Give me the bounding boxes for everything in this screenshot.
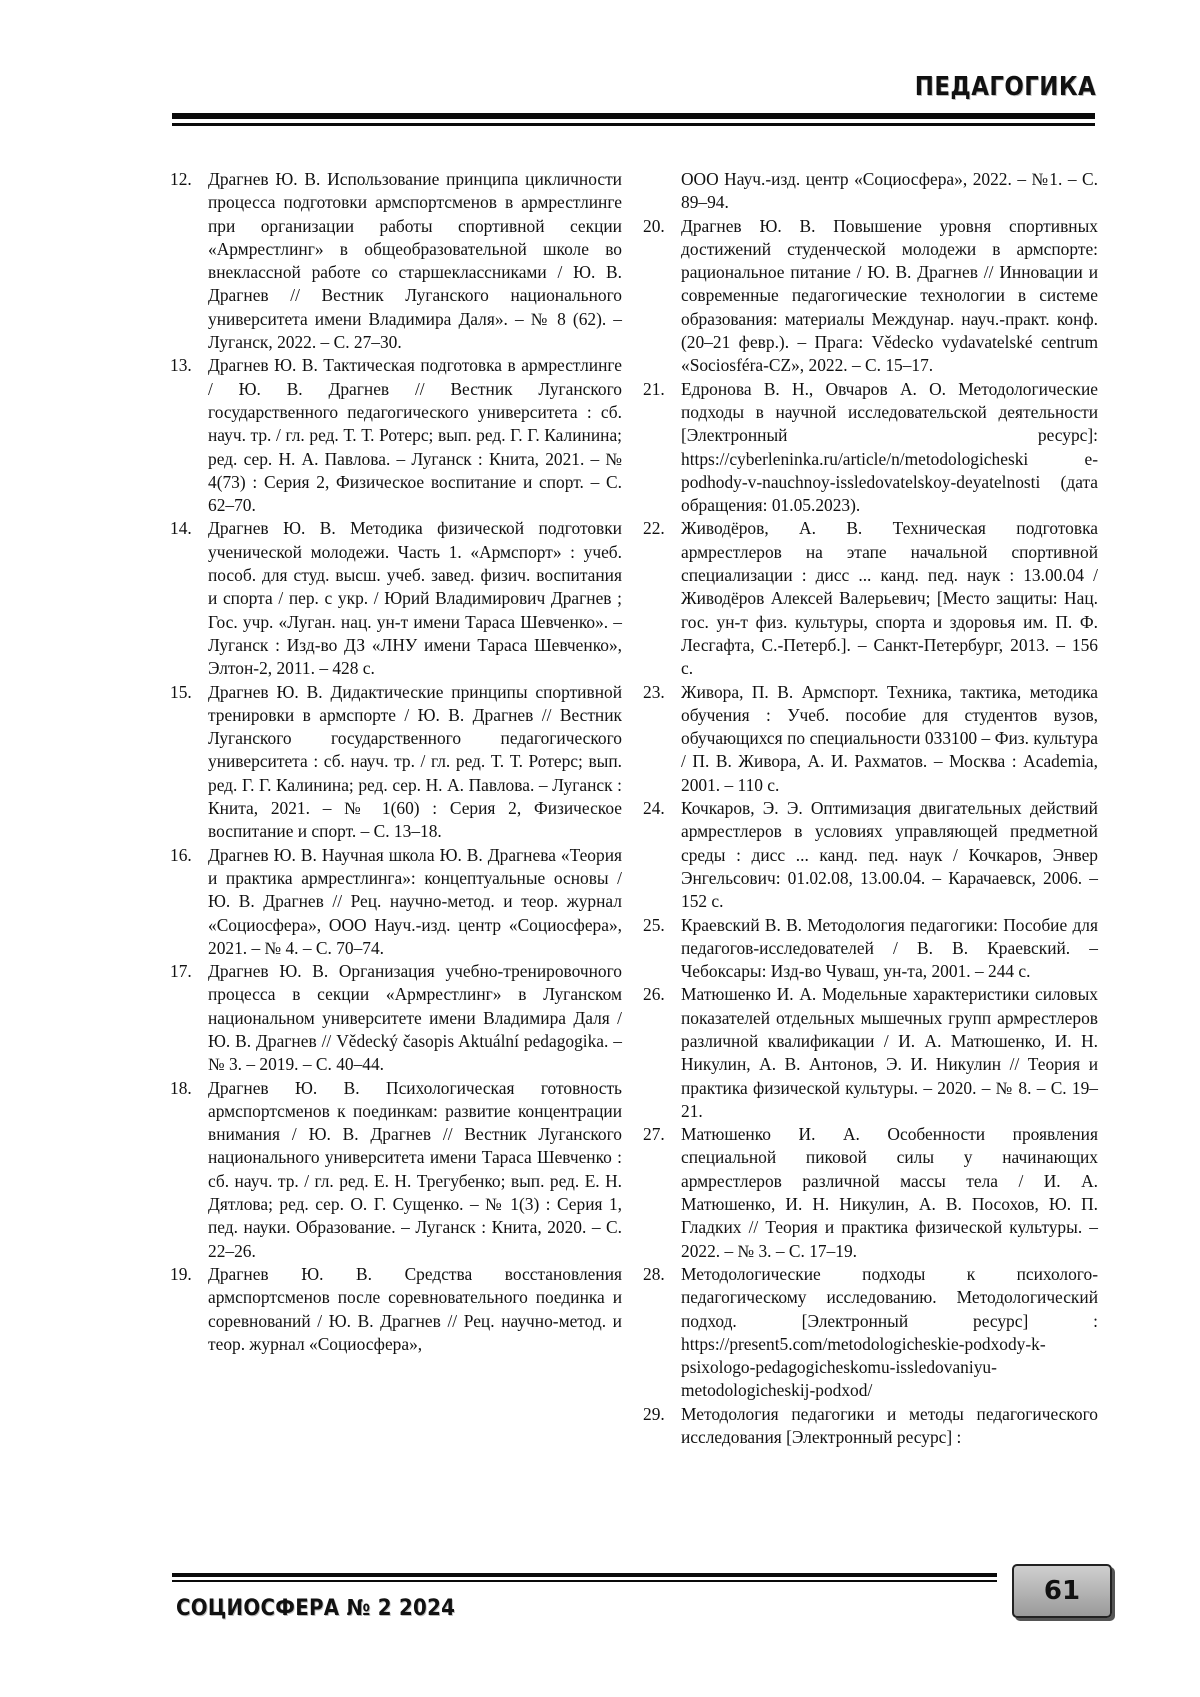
- reference-text: Драгнев Ю. В. Дидактические принципы спортивной тренировки в армспорте / Ю. В. Драгнев // Вестник Луганского государственного педагогического университета : сб. науч. тр. / гл. ред. Т. Т. Ротерс; вып. ред. Г. Г. Калинина; ред. сер. Н. А. Павлова. – Луганск : Книта, 2021. – № 1(60) : Серия 2, Физическое воспитание и спорт. – С. 13–18.: [208, 681, 622, 842]
- reference-entry: [643, 1403, 1098, 1450]
- page-number-badge: [1012, 1564, 1112, 1618]
- reference-text: Кочкаров, Э. Э. Оптимизация двигательных действий армрестлеров в условиях управляющей предметной среды : дисс ... канд. пед. наук / Кочкаров, Энвер Энгельсович: 01.02.08, 13.00.04. – Карачаевск, 2006. – 152 с.: [681, 798, 1098, 912]
- reference-text: ООО Науч.-изд. центр «Социосфера», 2022. – №1. – С. 89–94.: [681, 169, 1098, 213]
- reference-text: Едронова В. Н., Овчаров А. О. Методологические подходы в научной исследовательской деятельности [Электронный ресурс]: https://cyberleninka.ru/article/n/metodologicheski e-podhody-v-nauchnoy-issledovatelskoy-deyatelnosti (дата обращения: 01.05.2023).: [681, 378, 1098, 516]
- header-rule-thin: [172, 123, 1095, 126]
- reference-text: Драгнев Ю. В. Повышение уровня спортивных достижений студенческой молодежи в армспорте: рациональное питание / Ю. В. Драгнев // Инновации и современные педагогические технологии в системе образования: материалы Междунар. науч.-практ. конф. (20–21 февр.). – Прага: Vědecko vydavatelské centrum «Sociosféra-CZ», 2022. – С. 15–17.: [681, 215, 1098, 376]
- reference-text: Матюшенко И. А. Модельные характеристики силовых показателей отдельных мышечных групп армрестлеров различной квалификации / И. А. Матюшенко, И. Н. Никулин, А. В. Антонов, Э. И. Никулин // Теория и практика физической культуры. – 2020. – № 8. – С. 19–21.: [681, 984, 1098, 1121]
- reference-number: 25.: [643, 914, 665, 935]
- reference-number: 18.: [170, 1077, 192, 1098]
- footer-rule-thick: [172, 1573, 997, 1577]
- reference-number: 28.: [643, 1263, 665, 1284]
- reference-entry: [170, 354, 622, 517]
- reference-text: Живора, П. В. Армспорт. Техника, тактика, методика обучения : Учеб. пособие для студентов вузов, обучающихся по специальности 033100 – Физ. культура / П. В. Живора, А. И. Рахматов. – Москва : Academia, 2001. – 110 с.: [681, 681, 1098, 795]
- reference-number: 20.: [643, 215, 665, 236]
- reference-entry: [170, 517, 622, 680]
- reference-entry: [643, 215, 1098, 378]
- journal-issue-label: СОЦИОСФЕРА № 2 2024: [176, 1596, 456, 1621]
- reference-entry: [170, 960, 622, 1076]
- reference-entry: [643, 681, 1098, 797]
- reference-entry: [170, 1263, 622, 1356]
- reference-entry: [643, 983, 1098, 1123]
- reference-number: 27.: [643, 1124, 665, 1145]
- reference-number: 17.: [170, 961, 192, 982]
- reference-entry: [170, 168, 622, 354]
- reference-number: 29.: [643, 1403, 665, 1424]
- reference-number: 23.: [643, 681, 665, 702]
- reference-text: Методология педагогики и методы педагогического исследования [Электронный ресурс] :: [681, 1403, 1098, 1448]
- reference-text: Краевский В. В. Методология педагогики: Пособие для педагогов-исследователей / В. В. Краевский. – Чебоксары: Изд-во Чуваш, ун-та, 2001. – 244 с.: [681, 914, 1098, 982]
- reference-text: Живодёров, А. В. Техническая подготовка армрестлеров на этапе начальной спортивной специализации : дисс ... канд. пед. наук : 13.00.04 / Живодёров Алексей Валерьевич; [Место защиты: Нац. гос. ун-т физ. культуры, спорта и здоровья им. П. Ф. Лесгафта, С.-Петерб.]. – Санкт-Петербург, 2013. – 156 с.: [681, 518, 1098, 679]
- reference-entry: [643, 1263, 1098, 1403]
- reference-number: 19.: [170, 1263, 192, 1284]
- reference-text: Драгнев Ю. В. Организация учебно-тренировочного процесса в секции «Армрестлинг» в Луганском национальном университете имени Владимира Даля / Ю. В. Драгнев // Vědecký časopis Aktuální pedagogika. – № 3. – 2019. – С. 40–44.: [208, 961, 622, 1075]
- references-column-left: [170, 168, 622, 1356]
- reference-number: 16.: [170, 844, 192, 865]
- reference-entry: [643, 914, 1098, 984]
- reference-text: Драгнев Ю. В. Психологическая готовность армспортсменов к поединкам: развитие концентрации внимания / Ю. В. Драгнев // Вестник Луганского национального университета имени Тараса Шевченко : сб. науч. тр. / гл. ред. Е. Н. Трегубенко; вып. ред. Е. Н. Дятлова; ред. сер. О. Г. Сущенко. – № 1(3) : Серия 1, пед. науки. Образование. – Луганск : Книта, 2020. – С. 22–26.: [208, 1077, 622, 1261]
- reference-number: 15.: [170, 681, 192, 702]
- reference-text: Драгнев Ю. В. Средства восстановления армспортсменов после соревновательного поединка и соревнований / Ю. В. Драгнев // Рец. научно-метод. и теор. журнал «Социосфера»,: [208, 1263, 622, 1354]
- footer-rule-thin: [172, 1580, 997, 1582]
- reference-text: Драгнев Ю. В. Использование принципа цикличности процесса подготовки армспортсменов в армрестлинге при организации работы спортивной секции «Армрестлинг» в общеобразовательной школе во внеклассной работе со старшеклассниками / Ю. В. Драгнев // Вестник Луганского национального университета имени Владимира Даля». – № 8 (62). – Луганск, 2022. – С. 27–30.: [208, 169, 622, 353]
- reference-number: 26.: [643, 984, 665, 1005]
- reference-text: Драгнев Ю. В. Методика физической подготовки ученической молодежи. Часть 1. «Армспорт» : учеб. пособ. для студ. высш. учеб. завед. физич. воспитания и спорта / пер. с укр. / Юрий Владимирович Драгнев ; Гос. учр. «Луган. нац. ун-т имени Тараса Шевченко». – Луганск : Изд-во ДЗ «ЛНУ имени Тараса Шевченко», Элтон-2, 2011. – 428 с.: [208, 518, 622, 679]
- section-title: ПЕДАГОГИКА: [914, 72, 1096, 102]
- reference-number: 13.: [170, 355, 192, 376]
- references-column-right: [643, 168, 1098, 1449]
- reference-text: Драгнев Ю. В. Научная школа Ю. В. Драгнева «Теория и практика армрестлинга»: концептуальные основы / Ю. В. Драгнев // Рец. научно-метод. и теор. журнал «Социосфера», ООО Науч.-изд. центр «Социосфера», 2021. – № 4. – С. 70–74.: [208, 844, 622, 958]
- reference-entry: [170, 1077, 622, 1263]
- reference-entry: [643, 1123, 1098, 1263]
- reference-entry-continued: [643, 168, 1098, 215]
- reference-text: Методологические подходы к психолого-педагогическому исследованию. Методологический подход. [Электронный ресурс] : https://present5.com/metodologicheskie-podxody-k-psixologo-pedagogicheskomu-issledovaniyu-metodologicheskij-podxod/: [681, 1263, 1098, 1401]
- reference-entry: [643, 517, 1098, 680]
- header-rule-thick: [172, 113, 1095, 119]
- reference-number: 24.: [643, 798, 665, 819]
- reference-entry: [643, 378, 1098, 518]
- reference-number: 22.: [643, 518, 665, 539]
- reference-number: 21.: [643, 378, 665, 399]
- page-number: 61: [1043, 1576, 1081, 1606]
- reference-entry: [170, 681, 622, 844]
- reference-text: Драгнев Ю. В. Тактическая подготовка в армрестлинге / Ю. В. Драгнев // Вестник Луганского государственного педагогического университета : сб. науч. тр. / гл. ред. Т. Т. Ротерс; вып. ред. Г. Г. Калинина; ред. сер. Н. А. Павлова. – Луганск : Книта, 2021. – № 4(73) : Серия 2, Физическое воспитание и спорт. – С. 62–70.: [208, 355, 622, 516]
- reference-number: 14.: [170, 518, 192, 539]
- reference-text: Матюшенко И. А. Особенности проявления специальной пиковой силы у начинающих армрестлеров различной массы тела / И. А. Матюшенко, И. Н. Никулин, А. В. Посохов, Ю. П. Гладких // Теория и практика физической культуры. – 2022. – № 3. – С. 17–19.: [681, 1124, 1098, 1261]
- reference-number: 12.: [170, 169, 192, 189]
- reference-entry: [643, 797, 1098, 913]
- reference-entry: [170, 844, 622, 960]
